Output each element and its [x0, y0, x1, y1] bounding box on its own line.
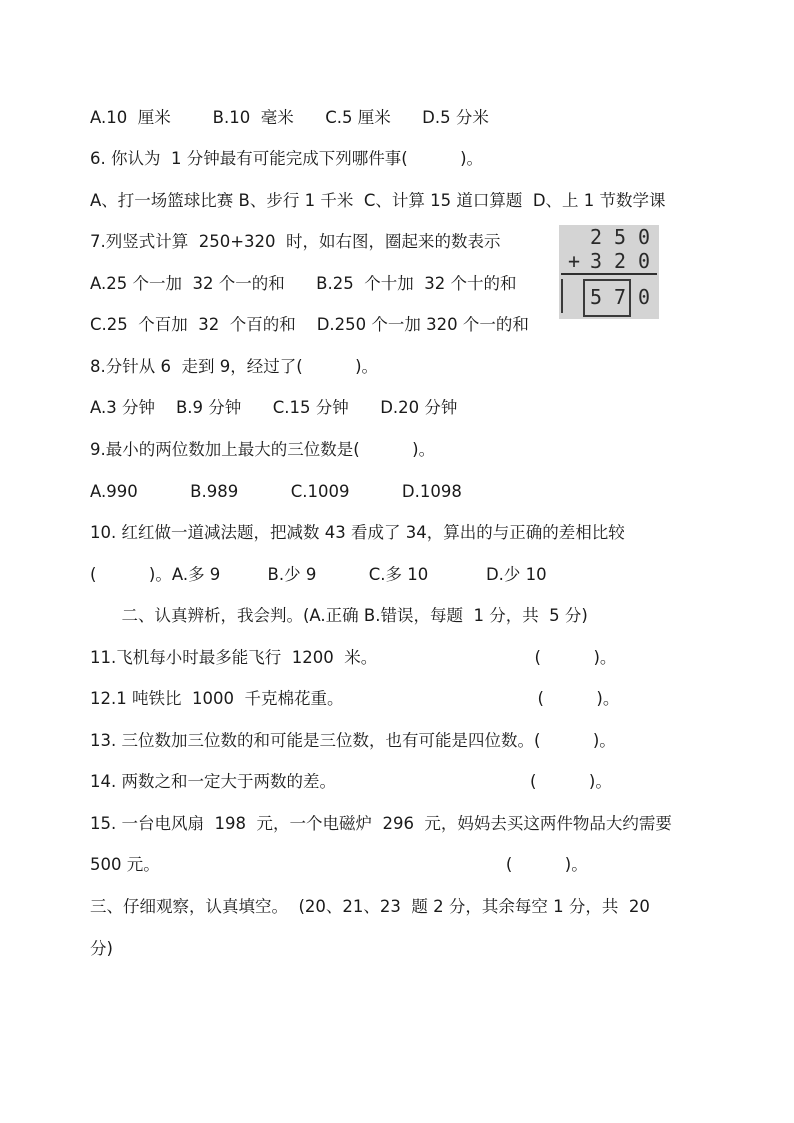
q14: 14. 两数之和一定大于两数的差。 ( )。: [90, 772, 612, 791]
result-row: [559, 285, 659, 309]
q7-options-cd: C.25 个百加 32 个百的和 D.250 个一加 320 个一的和: [90, 315, 529, 334]
q8-stem: 8.分针从 6 走到 9，经过了( )。: [90, 357, 379, 376]
q9-options: A.990 B.989 C.1009 D.1098: [90, 482, 462, 501]
q12: 12.1 吨铁比 1000 千克棉花重。 ( )。: [90, 689, 620, 708]
section-2-heading: 二、认真辨析，我会判。(A.正确 B.错误，每题 1 分，共 5 分): [90, 606, 588, 625]
q10-stem: 10. 红红做一道减法题，把减数 43 看成了 34，算出的与正确的差相比较: [90, 523, 625, 542]
vertical-addition-figure: [559, 225, 659, 319]
digit: 0: [637, 249, 651, 273]
sum-rule: [561, 273, 657, 275]
plus-sign: +: [567, 249, 581, 273]
q15-end: 500 元。 ( )。: [90, 855, 588, 874]
q7-options-ab: A.25 个一加 32 个一的和 B.25 个十加 32 个十的和: [90, 274, 517, 293]
digit: 5: [613, 225, 627, 249]
q10-options: ( )。A.多 9 B.少 9 C.多 10 D.少 10: [90, 565, 547, 584]
q15-stem: 15. 一台电风扇 198 元，一个电磁炉 296 元，妈妈去买这两件物品大约需要: [90, 814, 672, 833]
q5-options: A.10 厘米 B.10 毫米 C.5 厘米 D.5 分米: [90, 108, 489, 127]
q8-options: A.3 分钟 B.9 分钟 C.15 分钟 D.20 分钟: [90, 398, 458, 417]
digit: 7: [613, 285, 627, 309]
q6-stem: 6. 你认为 1 分钟最有可能完成下列哪件事( )。: [90, 149, 484, 168]
q11: 11.飞机每小时最多能飞行 1200 米。 ( )。: [90, 648, 617, 667]
digit: 0: [637, 285, 651, 309]
q6-options: A、打一场篮球比赛 B、步行 1 千米 C、计算 15 道口算题 D、上 1 节数学课: [90, 191, 666, 210]
q7-stem: 7.列竖式计算 250+320 时，如右图，圈起来的数表示: [90, 232, 501, 251]
q9-stem: 9.最小的两位数加上最大的三位数是( )。: [90, 440, 436, 459]
digit: 0: [637, 225, 651, 249]
section-3-heading-cont: 分): [90, 939, 113, 958]
digit: 3: [589, 249, 603, 273]
digit: 5: [589, 285, 603, 309]
digit: 2: [589, 225, 603, 249]
addend-row-1: [559, 225, 659, 249]
digit: 2: [613, 249, 627, 273]
q13: 13. 三位数加三位数的和可能是三位数，也有可能是四位数。( )。: [90, 731, 616, 750]
addend-row-2: [559, 249, 659, 273]
section-3-heading: 三、仔细观察，认真填空。 (20、21、23 题 2 分，其余每空 1 分，共 20: [90, 897, 650, 916]
